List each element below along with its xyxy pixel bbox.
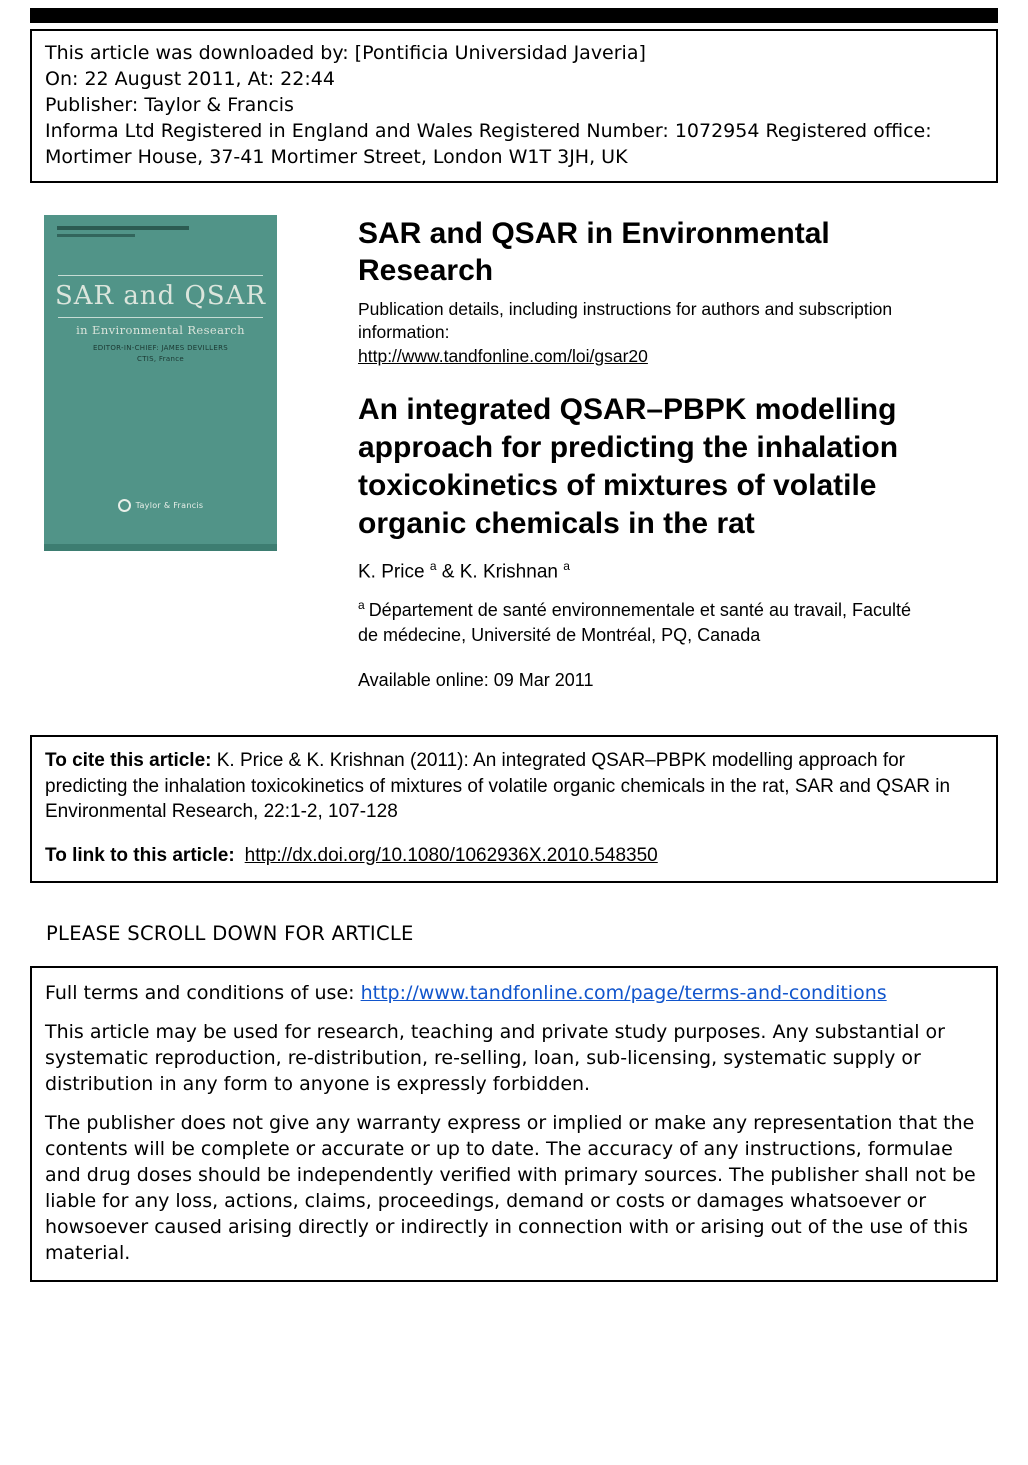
download-date-line: On: 22 August 2011, At: 22:44 <box>45 68 335 90</box>
affiliation-text: Département de santé environnementale et santé au travail, Faculté de médecine, Université de Montréal, PQ, Canada <box>358 600 912 646</box>
article-meta-column <box>358 215 958 691</box>
journal-section <box>44 215 998 691</box>
publisher-line: Publisher: Taylor & Francis <box>45 94 294 116</box>
cover-editor-line: EDITOR-IN-CHIEF: JAMES DEVILLERS <box>93 344 228 352</box>
journal-homepage-link[interactable]: http://www.tandfonline.com/loi/gsar20 <box>358 346 648 366</box>
full-terms-line <box>45 980 983 1006</box>
terms-box <box>30 966 998 1282</box>
article-title: An integrated QSAR–PBPK modelling approach for predicting the inhalation toxicokinetics of mixtures of volatile organic chemicals in the rat <box>358 393 899 540</box>
publisher-logo-icon <box>118 499 131 512</box>
cite-paragraph <box>45 748 983 825</box>
affiliation-line <box>358 593 918 648</box>
author-line <box>358 559 958 583</box>
scroll-down-notice: PLEASE SCROLL DOWN FOR ARTICLE <box>46 922 414 945</box>
citation-box <box>30 735 998 883</box>
publisher-logo <box>44 499 277 512</box>
top-rule <box>30 8 998 23</box>
journal-title: SAR and QSAR in Environmental Research <box>358 217 830 287</box>
cover-issue-text-placeholder <box>57 234 135 237</box>
publication-details: Publication details, including instructions for authors and subscription information: <box>358 299 893 342</box>
cite-text: K. Price & K. Krishnan (2011): An integrated QSAR–PBPK modelling approach for predicting the inhalation toxicokinetics of mixtures of volatile organic chemicals in the rat, SAR and QSAR in Environmental Research, 22:1-2, 107-128 <box>45 750 951 822</box>
cover-submasthead: in Environmental Research <box>76 323 245 337</box>
available-online-line: Available online: 09 Mar 2011 <box>358 670 594 691</box>
download-info-box <box>30 29 998 183</box>
doi-link-label: To link to this article: <box>45 844 235 866</box>
author-2: & K. Krishnan <box>441 561 558 583</box>
publisher-logo-label: Taylor & Francis <box>135 501 204 510</box>
registered-office-line: Informa Ltd Registered in England and Wales Registered Number: 1072954 Registered office: Mortimer House, 37-41 Mortimer Street, London W1T 3JH, UK <box>45 120 932 168</box>
cover-editor-affiliation: CTIS, France <box>137 355 184 363</box>
author-1-affiliation-marker: a <box>429 559 437 573</box>
terms-and-conditions-link[interactable]: http://www.tandfonline.com/page/terms-and-conditions <box>360 982 887 1004</box>
cover-masthead: SAR and QSAR <box>54 281 267 311</box>
doi-link-line <box>45 843 983 869</box>
cite-label: To cite this article: <box>45 750 212 771</box>
doi-link[interactable]: http://dx.doi.org/10.1080/1062936X.2010.548350 <box>244 844 658 866</box>
terms-paragraph-usage: This article may be used for research, teaching and private study purposes. Any substantial or systematic reproduction, re-distribution, re-selling, loan, sub-licensing, systematic supply or distribution in any form to anyone is expressly forbidden. <box>45 1021 945 1095</box>
cover-rule-top <box>58 275 263 276</box>
downloaded-by-line: This article was downloaded by: [Pontificia Universidad Javeria] <box>45 42 646 64</box>
author-2-affiliation-marker: a <box>563 559 570 573</box>
full-terms-prefix: Full terms and conditions of use: <box>45 982 361 1004</box>
author-1: K. Price <box>358 561 425 583</box>
cover-volume-text-placeholder <box>57 226 189 230</box>
terms-paragraph-warranty: The publisher does not give any warranty express or implied or make any representation that the contents will be complete or accurate or up to date. The accuracy of any instructions, formulae and drug doses should be independently verified with primary sources. The publisher shall not be liable for any loss, actions, claims, proceedings, demand or costs or damages whatsoever or howsoever caused arising directly or indirectly in connection with or arising out of the use of this material. <box>45 1112 976 1264</box>
journal-cover-thumbnail <box>44 215 277 551</box>
cover-rule-bottom <box>58 317 263 318</box>
cover-bottom-strip <box>44 544 277 551</box>
affiliation-marker: a <box>358 598 365 613</box>
